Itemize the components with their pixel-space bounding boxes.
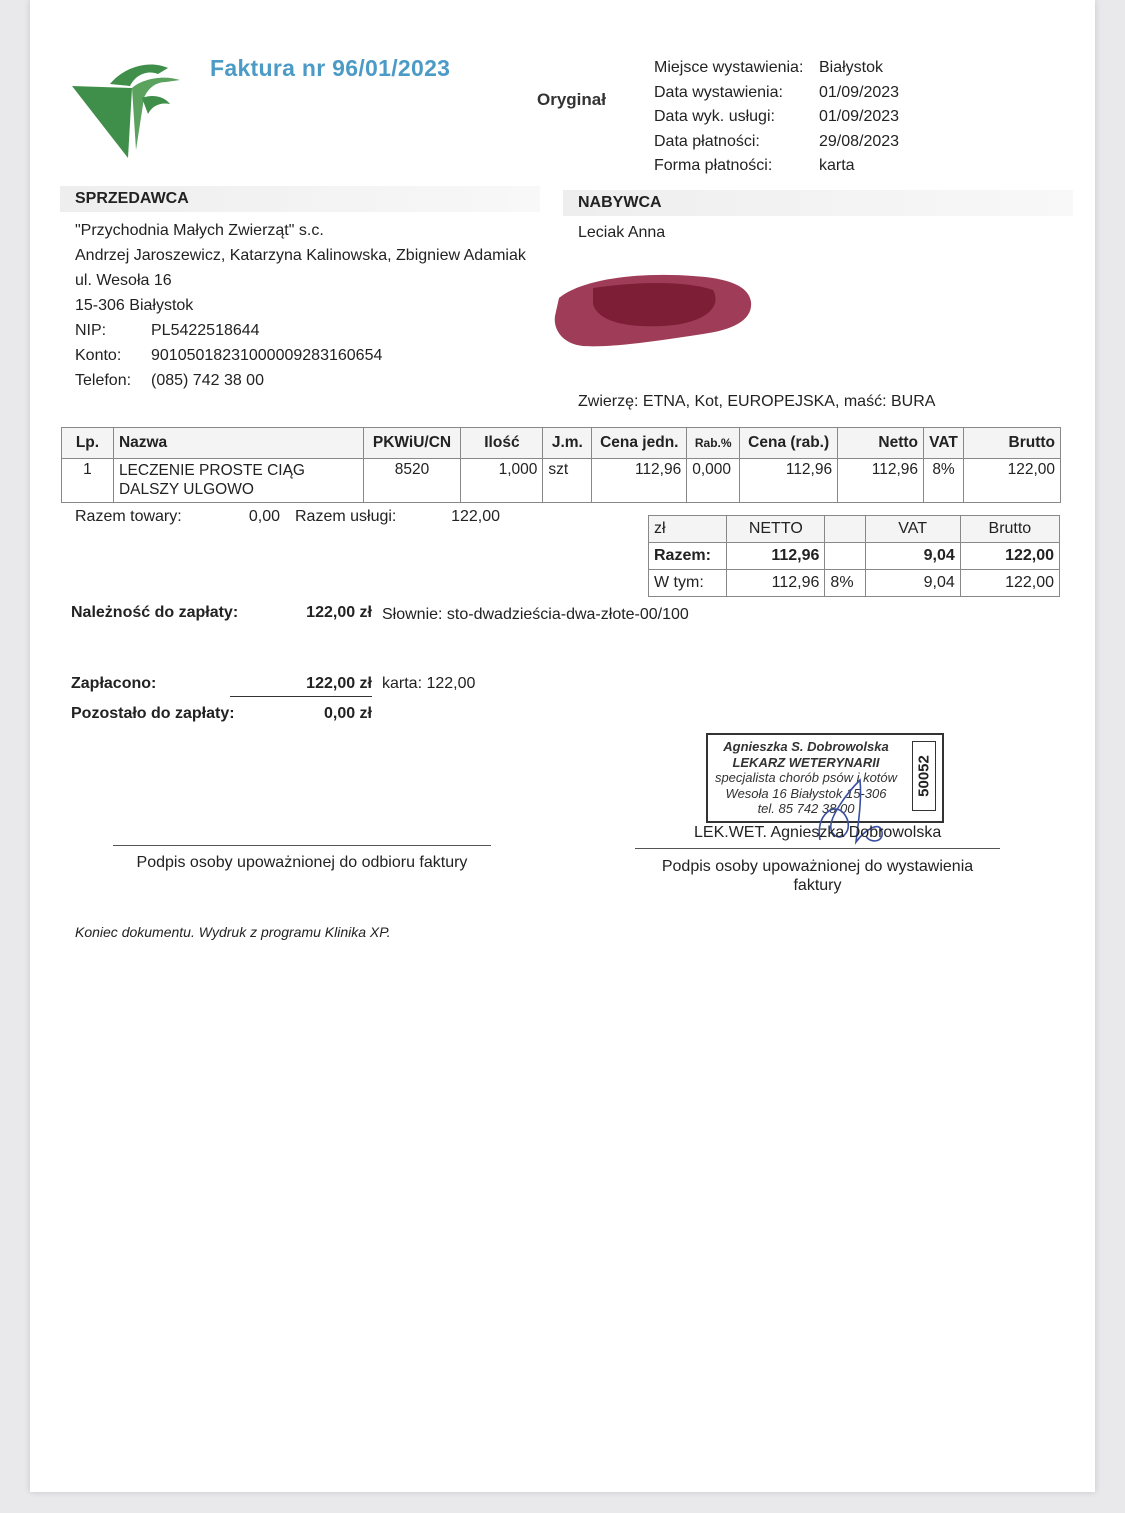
- zaplacono-underline: [230, 696, 372, 697]
- invoice-title: Faktura nr 96/01/2023: [210, 55, 451, 81]
- razem-uslugi-value: 122,00: [451, 508, 500, 525]
- invoice-page: [30, 0, 1095, 1492]
- summary-header-row: zł NETTO VAT Brutto: [649, 516, 1060, 543]
- meta-row: Data wystawienia: 01/09/2023: [654, 83, 900, 101]
- summary-wtym-row: W tym: 112,96 8% 9,04 122,00: [649, 570, 1060, 597]
- seller-name: "Przychodnia Małych Zwierząt" s.c.: [75, 222, 324, 239]
- table-row: 1 LECZENIE PROSTE CIĄG DALSZY ULGOWO 8520 1,000 szt 112,96 0,000 112,96 112,96 8% 122,00: [62, 459, 1061, 503]
- col-nazwa: Nazwa: [113, 428, 363, 459]
- doctor-stamp: Agnieszka S. Dobrowolska LEKARZ WETERYNARII specjalista chorób psów i kotów Wesoła 16 Białystok 15-306 tel. 85 742 38 00 50052: [706, 733, 944, 823]
- meta-row: Data wyk. usługi: 01/09/2023: [654, 108, 900, 125]
- zaplacono-detail: karta: 122,00: [382, 675, 476, 692]
- slownie: Słownie: sto-dwadzieścia-dwa-złote-00/100: [382, 606, 689, 623]
- meta-row: Miejsce wystawienia: Białystok: [654, 59, 884, 76]
- seller-konto: Konto: 90105018231000009283160654: [75, 347, 383, 364]
- meta-row: Forma płatności: karta: [654, 157, 855, 174]
- seller-block: [60, 186, 540, 393]
- vat-summary-table: [648, 515, 1060, 597]
- redaction-mark: [553, 268, 753, 350]
- stamp-number: 50052: [912, 741, 936, 811]
- document-footer: Koniec dokumentu. Wydruk z programu Klinika XP.: [75, 924, 391, 940]
- seller-street: ul. Wesoła 16: [75, 272, 172, 289]
- col-rab: Rab.%: [687, 428, 740, 459]
- col-ilosc: Ilość: [461, 428, 543, 459]
- zaplacono-value: 122,00 zł: [306, 675, 372, 692]
- issuer-caption: Podpis osoby upoważnionej do wystawienia faktury: [661, 858, 974, 894]
- buyer-name: Leciak Anna: [578, 224, 666, 241]
- col-vat: VAT: [924, 428, 964, 459]
- naleznosc-label: Należność do zapłaty:: [71, 604, 239, 621]
- seller-heading: SPRZEDAWCA: [60, 186, 540, 212]
- receiver-signature-line: [113, 845, 491, 846]
- seller-telefon: Telefon: (085) 742 38 00: [75, 372, 264, 389]
- col-netto: Netto: [838, 428, 924, 459]
- seller-nip: NIP: PL5422518644: [75, 322, 260, 339]
- summary-razem-row: Razem: 112,96 9,04 122,00: [649, 543, 1060, 570]
- issuer-name: LEK.WET. Agnieszka Dobrowolska: [694, 824, 942, 841]
- col-brutto: Brutto: [964, 428, 1061, 459]
- invoice-meta: [654, 56, 899, 179]
- pozostalo-label: Pozostało do zapłaty:: [71, 705, 235, 722]
- clinic-logo: [70, 58, 185, 163]
- col-cena-rab: Cena (rab.): [740, 428, 838, 459]
- col-cena: Cena jedn.: [592, 428, 687, 459]
- copy-label: Oryginał: [537, 90, 606, 109]
- items-header-row: [62, 428, 1061, 459]
- col-pkwiu: PKWiU/CN: [363, 428, 461, 459]
- col-lp: Lp.: [62, 428, 114, 459]
- col-jm: J.m.: [543, 428, 592, 459]
- meta-row: Data płatności: 29/08/2023: [654, 132, 900, 150]
- razem-towary-value: 0,00: [248, 508, 280, 525]
- seller-city: 15-306 Białystok: [75, 297, 194, 314]
- issuer-signature-line: [635, 848, 1000, 849]
- seller-owners: Andrzej Jaroszewicz, Katarzyna Kalinowska, Zbigniew Adamiak: [75, 247, 526, 264]
- razem-uslugi-label: Razem usługi:: [295, 508, 397, 525]
- pozostalo-value: 0,00 zł: [323, 705, 372, 722]
- animal-info: Zwierzę: ETNA, Kot, EUROPEJSKA, maść: BURA: [578, 393, 936, 410]
- zaplacono-label: Zapłacono:: [71, 675, 157, 692]
- razem-towary-label: Razem towary:: [75, 508, 182, 525]
- naleznosc-value: 122,00 zł: [306, 604, 372, 621]
- buyer-heading: NABYWCA: [563, 190, 1073, 216]
- receiver-caption: Podpis osoby upoważnionej do odbioru faktury: [136, 854, 468, 871]
- buyer-block: [563, 190, 1073, 245]
- items-table: [61, 427, 1061, 503]
